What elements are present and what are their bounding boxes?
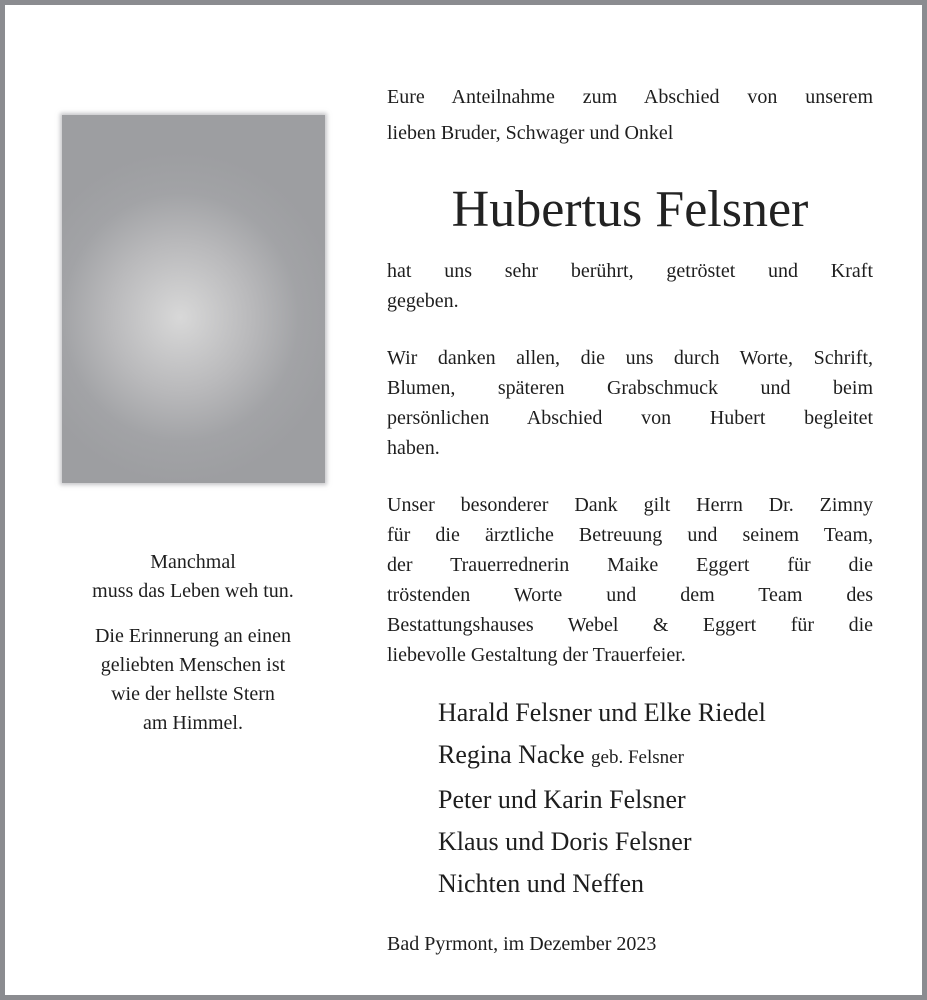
text-line: lieben Bruder, Schwager und Onkel [387,122,674,144]
text-line: hat uns sehr berührt, getröstet und Kraft [387,260,873,282]
intro-text [387,82,873,148]
text-line: liebevolle Gestaltung der Trauerfeier. [387,644,686,666]
text-line: am Himmel. [143,712,243,734]
place-date: Bad Pyrmont, im Dezember 2023 [387,933,657,955]
maiden-name: geb. Felsner [591,747,684,768]
text-line: Eure Anteilnahme zum Abschied von unserem [387,86,873,108]
portrait-photo [62,115,325,483]
text-line: muss das Leben weh tun. [92,580,294,602]
signatories [438,692,766,905]
text-line: persönlichen Abschied von Hubert begleitet [387,407,873,429]
text-line: Blumen, späteren Grabschmuck und beim [387,377,873,399]
text-line: gegeben. [387,290,459,312]
text-line: der Trauerrednerin Maike Eggert für die [387,554,873,576]
text-line: Bestattungshauses Webel & Eggert für die [387,614,873,636]
text-line: für die ärztliche Betreuung und seinem Team, [387,524,873,546]
signatory: Klaus und Doris Felsner [438,827,692,856]
paragraph-2 [387,343,873,463]
deceased-name: Hubertus Felsner [451,181,809,238]
signatory-name: Regina Nacke [438,740,585,769]
signatory: Nichten und Neffen [438,869,645,898]
text-line: Unser besonderer Dank gilt Herrn Dr. Zimny [387,494,873,516]
text-line: wie der hellste Stern [111,683,275,705]
quote-2 [50,622,336,738]
text-line: haben. [387,437,440,459]
text-line: geliebten Menschen ist [100,654,286,676]
signatory [438,734,766,779]
text-line: tröstenden Worte und dem Team des [387,584,873,606]
quote-1 [50,548,336,606]
paragraph-3 [387,490,873,670]
signatory: Peter und Karin Felsner [438,785,686,814]
paragraph-1 [387,256,873,316]
signatory: Harald Felsner und Elke Riedel [438,698,766,727]
text-line: Die Erinnerung an einen [94,625,292,647]
text-line: Manchmal [150,551,236,573]
text-line: Wir danken allen, die uns durch Worte, Schrift, [387,347,873,369]
